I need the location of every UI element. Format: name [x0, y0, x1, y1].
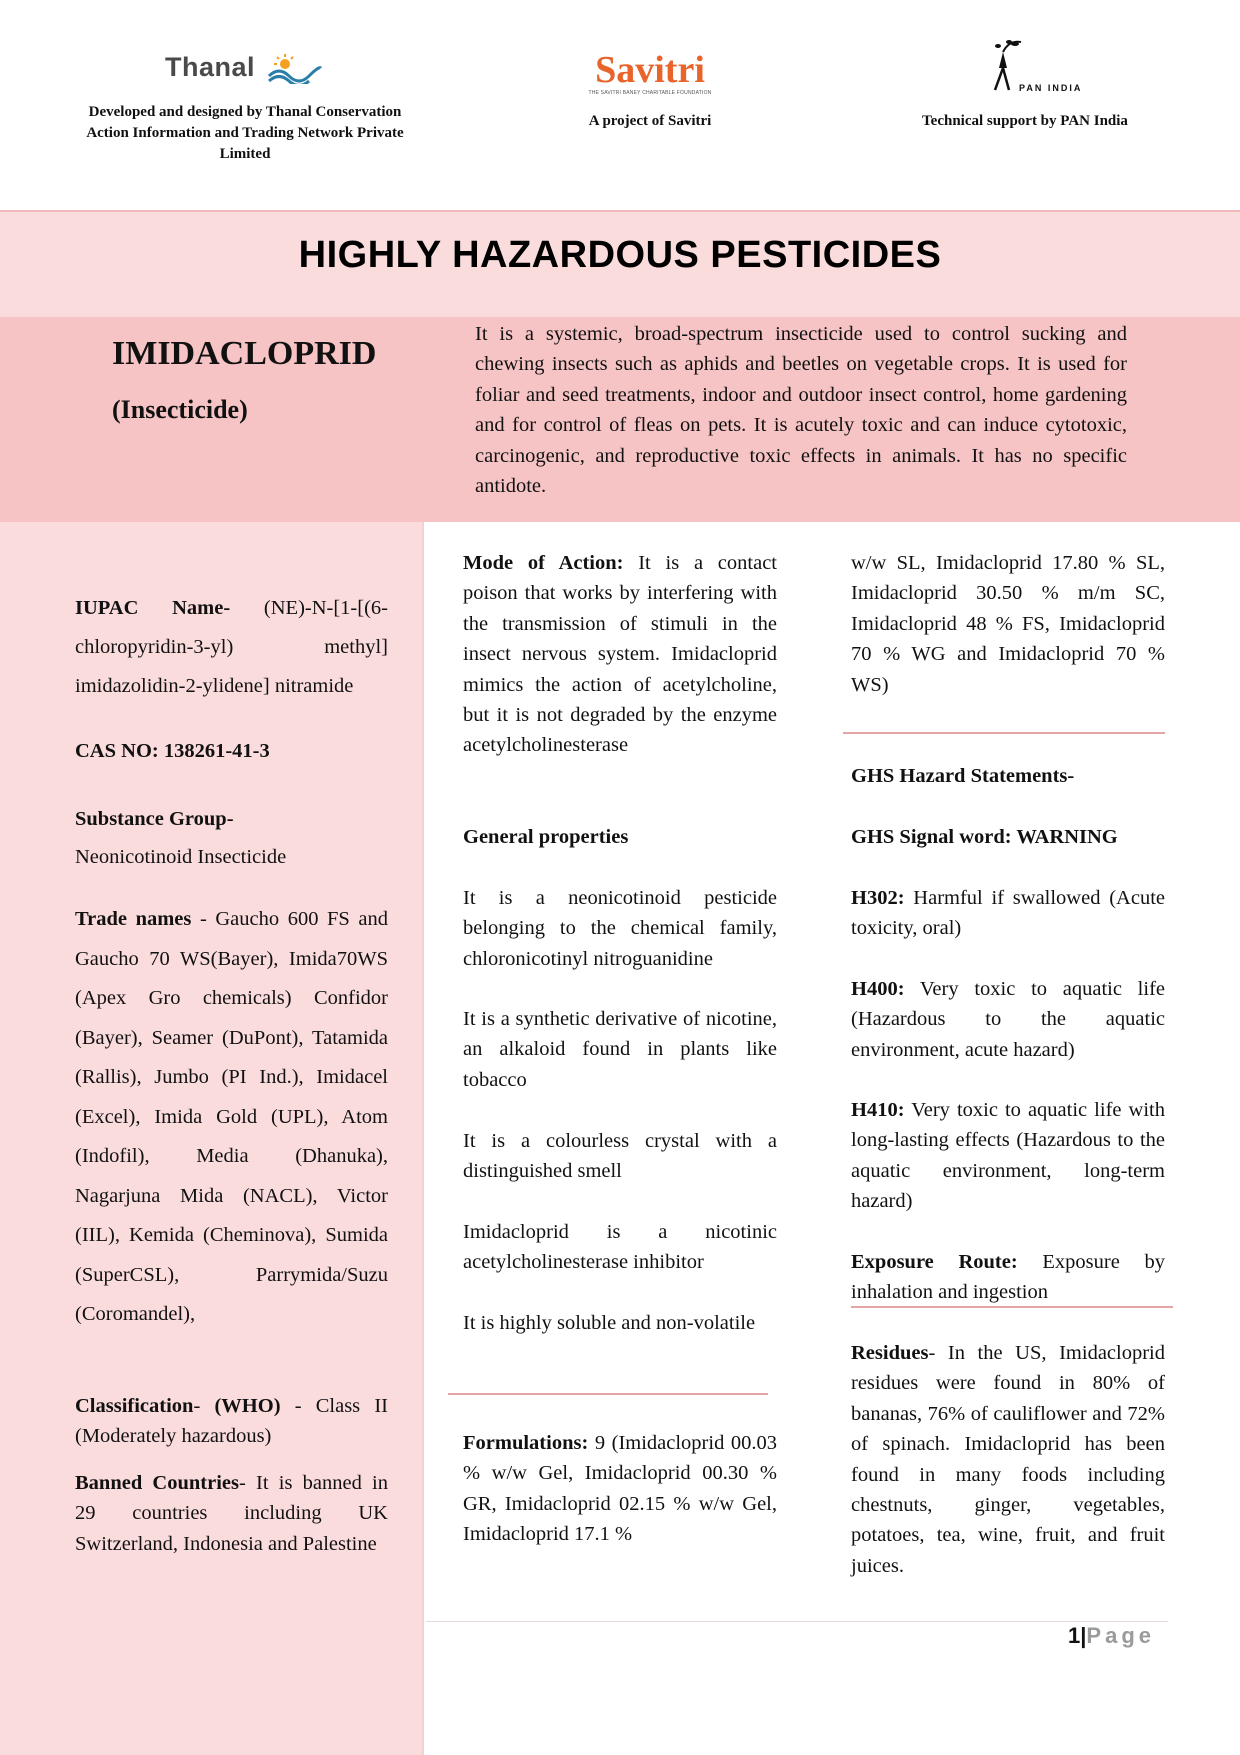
- exposure-value: Exposure by inhalation and ingestion: [851, 1251, 1165, 1304]
- mode-value: It is a contact poison that works by interfering with the transmission of stimuli in the insect nervous system. Imidacloprid mimics the action of acetylcholine, but it is not degraded by the enzyme acetylcholinesterase: [463, 552, 777, 757]
- iupac-label: IUPAC Name-: [75, 597, 231, 619]
- h302-value: Harmful if swallowed (Acute toxicity, oral): [851, 887, 1165, 940]
- general-properties-heading: General properties: [463, 826, 629, 848]
- formulations: [463, 1428, 777, 1550]
- residues-value: - In the US, Imidacloprid residues were found in 80% of bananas, 76% of cauliflower and 72% of spinach. Imidacloprid has been found in many foods including chestnuts, ginger, vegetables, potatoes, tea, wine, fruit, and fruit juices.: [851, 1342, 1165, 1577]
- savitri-logo-text: Savitri: [595, 49, 705, 91]
- savitri-logo-subtitle: THE SAVITRI BANEY CHARITABLE FOUNDATION: [588, 90, 712, 96]
- formulations-label: Formulations:: [463, 1432, 589, 1454]
- banned-value: - It is banned in 29 countries including UK Switzerland, Indonesia and Palestine: [75, 1472, 389, 1555]
- formulations-continued: w/w SL, Imidacloprid 17.80 % SL, Imidacloprid 30.50 % m/m SC, Imidacloprid 48 % FS, Imidacloprid 70 % WG and Imidacloprid 70 % WS): [851, 552, 1165, 696]
- h410-statement: [851, 1095, 1165, 1217]
- mode-label: Mode of Action:: [463, 552, 624, 574]
- classification-label: Classification: [75, 1395, 194, 1417]
- property-2: It is a synthetic derivative of nicotine, an alkaloid found in plants like tobacco: [463, 1008, 777, 1091]
- h410-value: Very toxic to aquatic life with long-lasting effects (Hazardous to the aquatic environment, long-term hazard): [851, 1099, 1165, 1213]
- page-title: HIGHLY HAZARDOUS PESTICIDES: [298, 234, 942, 276]
- thanal-logo: [165, 52, 323, 84]
- property-1: It is a neonicotinoid pesticide belonging to the chemical family, chloronicotinyl nitroguanidine: [463, 887, 777, 970]
- residues-label: Residues: [851, 1342, 929, 1364]
- h400-value: Very toxic to aquatic life (Hazardous to the aquatic environment, acute hazard): [851, 978, 1165, 1061]
- classification-who: (WHO): [214, 1395, 281, 1417]
- pan-credit: Technical support by PAN India: [922, 113, 1128, 129]
- trade-names: [75, 900, 388, 1335]
- thanal-credit: Developed and designed by Thanal Conservation Action Information and Trading Network Private Limited: [86, 104, 404, 162]
- h302-statement: [851, 883, 1165, 944]
- h302-label: H302:: [851, 887, 905, 909]
- h410-label: H410:: [851, 1099, 905, 1121]
- pesticide-intro: It is a systemic, broad-spectrum insecticide used to control sucking and chewing insects such as aphids and beetles on vegetable crops. It is used for foliar and seed treatments, indoor and outdoor insect control, home gardening and for control of fleas on pets. It is acutely toxic and can induce cytotoxic, carcinogenic, and reproductive toxic effects in animals. It has no specific antidote.: [475, 323, 1127, 498]
- h400-label: H400:: [851, 978, 905, 1000]
- property-5: It is highly soluble and non-volatile: [463, 1312, 756, 1334]
- pesticide-category: (Insecticide): [112, 395, 248, 424]
- exposure-label: Exposure Route:: [851, 1251, 1018, 1273]
- substance-group: [75, 800, 388, 876]
- classification-dash: -: [193, 1395, 215, 1417]
- savitri-logo: [560, 50, 740, 96]
- h400-statement: [851, 974, 1165, 1065]
- iupac-name: [75, 589, 388, 706]
- page-number-value: 1: [1068, 1623, 1081, 1648]
- sun-wave-icon: [265, 54, 323, 84]
- ghs-signal-word: GHS Signal word: WARNING: [851, 826, 1118, 848]
- mode-of-action: [463, 548, 777, 761]
- substance-value: Neonicotinoid Insecticide: [75, 846, 287, 868]
- iupac-value: (NE)-N-[1-[(6-chloropyridin-3-yl) methyl] imidazolidin-2-ylidene] nitramide: [75, 597, 388, 697]
- page-label: Page: [1086, 1623, 1155, 1648]
- residues: [851, 1338, 1165, 1581]
- classification: [75, 1391, 388, 1452]
- trade-value: - Gaucho 600 FS and Gaucho 70 WS(Bayer), Imida70WS (Apex Gro chemicals) Confidor (Bayer), Seamer (DuPont), Tatamida (Rallis), Jumbo (PI Ind.), Imidacel (Excel), Imida Gold (UPL), Atom (Indofil), Media (Dhanuka), Nagarjuna Mida (NACL), Victor (IIL), Kemida (Cheminova), Sumida (SuperCSL), Parrymida/Suzu (Coromandel),: [75, 908, 388, 1325]
- pan-india-logo: [985, 38, 1083, 99]
- right-divider-1: [843, 732, 1165, 734]
- pan-logo-text: PAN INDIA: [1019, 83, 1083, 93]
- footer-line: [426, 1621, 1168, 1622]
- left-column: [0, 522, 424, 1755]
- page-separator: |: [1080, 1623, 1087, 1648]
- cas-number: CAS NO: 138261-41-3: [75, 740, 270, 762]
- banned-label: Banned Countries: [75, 1472, 239, 1494]
- page-number: [1068, 1623, 1155, 1649]
- classification-value: - Class II (Moderately hazardous): [75, 1395, 389, 1448]
- substance-label: Substance Group-: [75, 808, 234, 830]
- right-divider-2: [851, 1306, 1173, 1308]
- exposure-route: [851, 1247, 1165, 1308]
- thanal-logo-text: Thanal: [165, 52, 256, 82]
- title-band: [0, 210, 1240, 317]
- trade-label: Trade names: [75, 908, 192, 930]
- pesticide-name: IMIDACLOPRID: [112, 335, 377, 372]
- intro-band: [0, 317, 1240, 522]
- property-3: It is a colourless crystal with a distinguished smell: [463, 1130, 777, 1183]
- property-4: Imidacloprid is a nicotinic acetylcholinesterase inhibitor: [463, 1221, 777, 1274]
- savitri-credit: A project of Savitri: [588, 113, 712, 129]
- banned-countries: [75, 1468, 388, 1559]
- formulations-value: 9 (Imidacloprid 00.03 % w/w Gel, Imidacloprid 00.30 % GR, Imidacloprid 02.15 % w/w Gel, Imidacloprid 17.1 %: [463, 1432, 777, 1546]
- ghs-heading: GHS Hazard Statements-: [851, 765, 1075, 787]
- middle-divider: [448, 1393, 768, 1395]
